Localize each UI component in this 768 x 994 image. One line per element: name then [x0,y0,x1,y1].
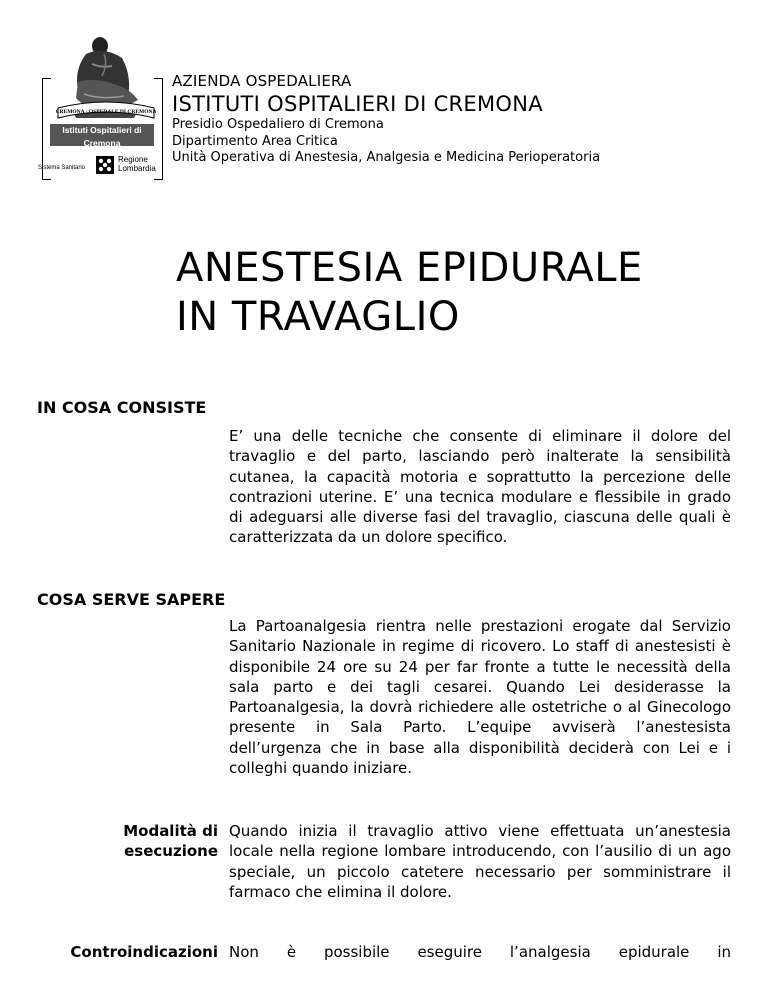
label-modalita-line1: Modalità di [123,822,218,840]
dipartimento-line: Dipartimento Area Critica [172,133,338,149]
label-modalita-line2: esecuzione [124,842,218,861]
logo-box [50,124,154,156]
label-controindicazioni: Controindicazioni [70,943,218,961]
paragraph-modalita-esecuzione: Quando inizia il travaglio attivo viene effettuata un’anestesia locale nella regione lombare introducendo, con l’ausilio di un ago speciale, un piccolo catetere necessario per somministrare il farmaco che elimina il dolore. [229,822,731,901]
institution-name: ISTITUTI OSPITALIERI DI CREMONA [172,92,543,116]
label-modalita-esecuzione [123,821,218,862]
header-text [172,72,600,167]
regione-line1: Regione [118,155,148,164]
logo-footer [36,152,166,178]
heading-in-cosa-consiste: IN COSA CONSISTE [37,398,207,417]
presidio-line: Presidio Ospedaliero di Cremona [172,117,384,132]
hospital-logo [36,34,166,180]
logo-banner [56,98,156,124]
logo-box-subtitle: AZIENDA OSPEDALIERA [72,150,132,156]
title-line-2: IN TRAVAGLIO [176,294,460,340]
regione-lombardia-text [118,155,156,173]
regione-lombardia-icon [96,156,114,174]
paragraph-controindicazioni: Non è possibile eseguire l’analgesia epidurale in [229,943,731,961]
heading-cosa-serve-sapere: COSA SERVE SAPERE [37,590,226,609]
azienda-label: AZIENDA OSPEDALIERA [172,72,352,90]
document-title [176,244,643,342]
unita-operativa-line: Unità Operativa di Anestesia, Analgesia e Medicina Perioperatoria [172,150,601,165]
sistema-sanitario-text: Sistema Sanitario [38,165,86,171]
title-line-1: ANESTESIA EPIDURALE [176,245,643,291]
logo-box-title: Istituti Ospitalieri di Cremona [62,125,142,148]
logo-banner-text: CREMONA · OSPEDALE DI CREMONA [56,109,156,115]
paragraph-in-cosa-consiste: E’ una delle tecniche che consente di eliminare il dolore del travaglio e del parto, lasciando però inalterate la sensibilità cutanea, la capacità motoria e soprattutto la percezione delle contrazioni uterine. E’ una tecnica modulare e flessibile in grado di adeguarsi alle diverse fasi del travaglio, ciascuna delle quali è caratterizzata da un dolore specifico. [229,427,731,547]
regione-line2: Lombardia [118,164,156,173]
paragraph-cosa-serve-sapere: La Partoanalgesia rientra nelle prestazioni erogate dal Servizio Sanitario Nazionale in regime di ricovero. Lo staff di anestesisti è disponibile 24 ore su 24 per far fronte a tutte le necessità della sala parto e dei tagli cesarei. Quando Lei desiderasse la Partoanalgesia, la dovrà richiedere alle ostetriche o al Ginecologo presente in Sala Parto. L’equipe avviserà l’anestesista dell’urgenza che in base alla disponibilità deciderà con Lei e i colleghi quando iniziare. [229,617,731,778]
